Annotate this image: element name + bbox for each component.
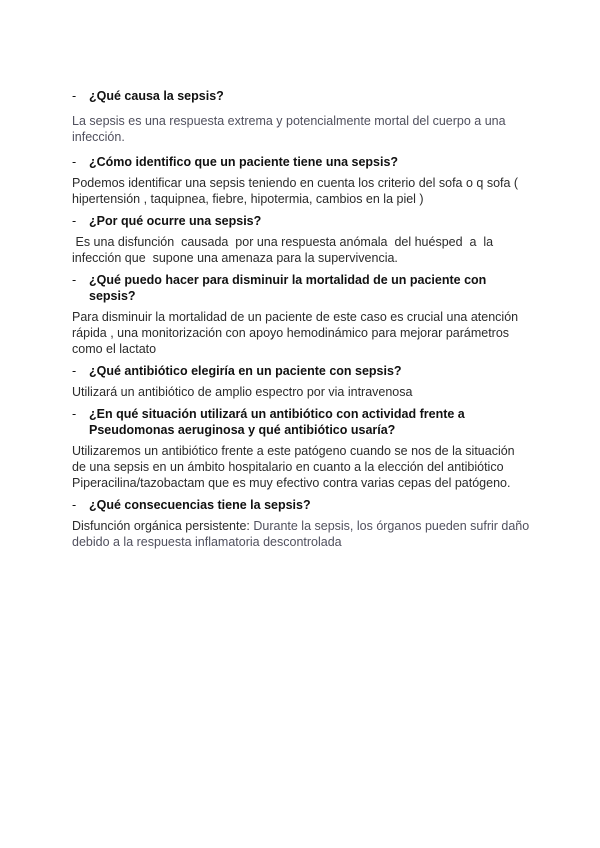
bullet-dash: - [72, 214, 77, 228]
answer-text [72, 518, 532, 550]
question-heading [72, 88, 532, 104]
answer-rest: Durante la sepsis, los órganos pueden sufrir daño debido a la respuesta inflamatoria descontrolada [72, 519, 530, 549]
document-page [72, 88, 532, 550]
answer-text: Podemos identificar una sepsis teniendo en cuenta los criterio del sofa o q sofa ( hipertensión , taquipnea, fiebre, hipotermia, cambios en la piel ) [72, 176, 519, 206]
qa-item-2 [72, 154, 532, 207]
question-heading [72, 213, 532, 229]
answer-text: La sepsis es una respuesta extrema y potencialmente mortal del cuerpo a una infección. [72, 114, 506, 144]
qa-item-5 [72, 363, 532, 400]
qa-item-7 [72, 497, 532, 550]
question-text: ¿Qué antibiótico elegiría en un paciente con sepsis? [89, 364, 402, 378]
answer-text: Utilizaremos un antibiótico frente a este patógeno cuando se nos de la situación de una sepsis en un ámbito hospitalario en cuanto a la elección del antibiótico Piperacilina/tazobactam que es muy efectivo contra varias cepas del patógeno. [72, 444, 515, 490]
question-text: ¿En qué situación utilizará un antibiótico con actividad frente a Pseudomonas aeruginosa y qué antibiótico usaría? [89, 407, 465, 437]
bullet-dash: - [72, 273, 77, 287]
bullet-dash: - [72, 498, 77, 512]
question-heading [72, 497, 532, 513]
question-text: ¿Qué puedo hacer para disminuir la mortalidad de un paciente con sepsis? [89, 273, 487, 303]
question-text: ¿Qué consecuencias tiene la sepsis? [89, 498, 311, 512]
answer-text: Utilizará un antibiótico de amplio espectro por via intravenosa [72, 385, 413, 399]
qa-item-3 [72, 213, 532, 266]
question-heading [72, 154, 532, 170]
question-text: ¿Qué causa la sepsis? [89, 89, 224, 103]
qa-item-6 [72, 406, 532, 491]
question-text: ¿Por qué ocurre una sepsis? [89, 214, 262, 228]
question-heading [72, 406, 532, 438]
bullet-dash: - [72, 364, 77, 378]
qa-item-1 [72, 88, 532, 145]
question-heading [72, 363, 532, 379]
qa-item-4 [72, 272, 532, 357]
bullet-dash: - [72, 407, 77, 421]
question-heading [72, 272, 532, 304]
answer-lead: Disfunción orgánica persistente: [72, 519, 250, 533]
answer-text: Para disminuir la mortalidad de un paciente de este caso es crucial una atención rápida , una monitorización con apoyo hemodinámico para mejorar parámetros como el lactato [72, 310, 519, 356]
answer-text: Es una disfunción causada por una respuesta anómala del huésped a la infección que supone una amenaza para la supervivencia. [72, 235, 497, 265]
bullet-dash: - [72, 155, 77, 169]
question-text: ¿Cómo identifico que un paciente tiene una sepsis? [89, 155, 399, 169]
bullet-dash: - [72, 89, 77, 103]
